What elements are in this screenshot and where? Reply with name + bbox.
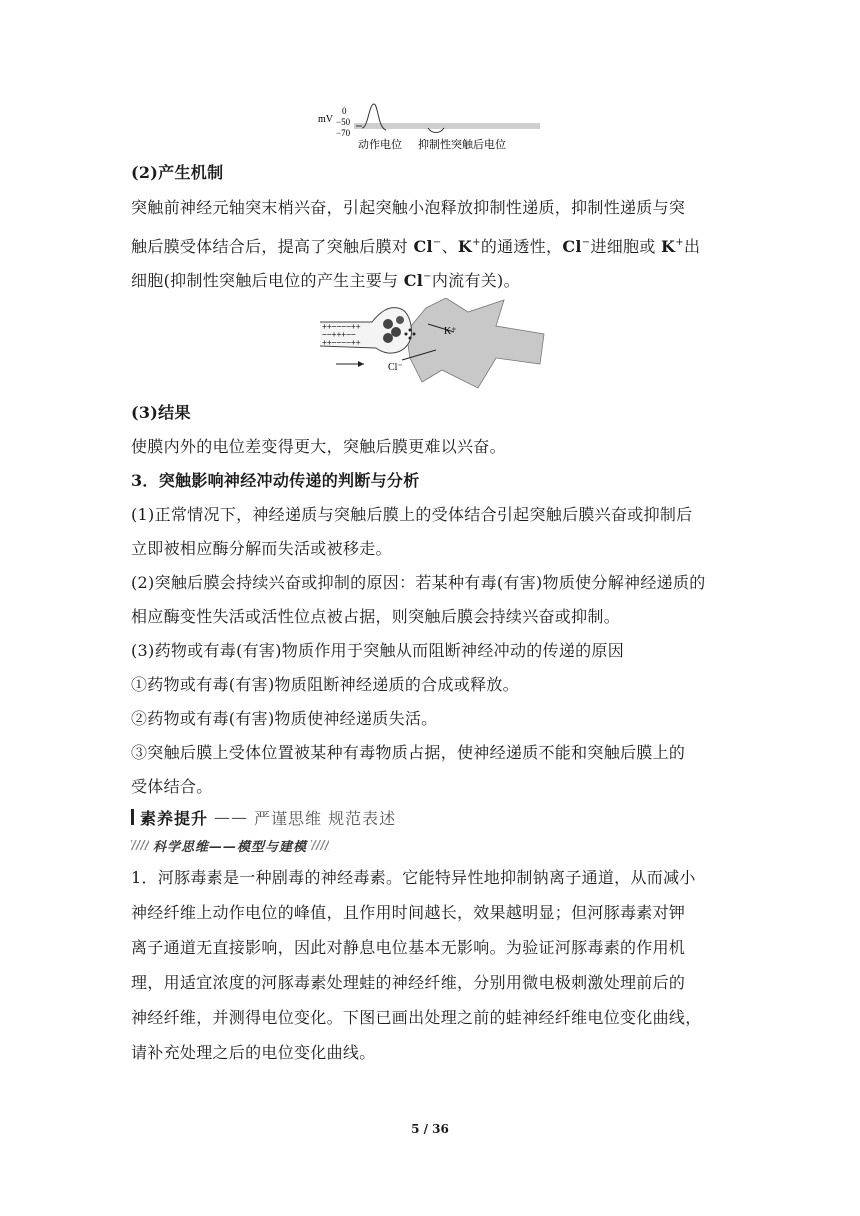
postsynaptic-neuron — [406, 298, 544, 388]
point-1-line-2: 立即被相应酶分解而失活或被移走。 — [131, 539, 392, 558]
question-line-2: 神经纤维上动作电位的峰值，且作用时间越长，效果越明显；但河豚毒素对钾 — [131, 903, 686, 922]
banner-subtitle: 严谨思维 规范表述 — [254, 808, 397, 828]
science-thinking-banner — [131, 836, 329, 854]
question-line-3: 离子通道无直接影响，因此对静息电位基本无影响。为验证河豚毒素的作用机 — [131, 938, 686, 957]
direction-arrow-icon — [358, 361, 364, 367]
hatch-decoration-left — [131, 840, 149, 850]
point-2-line-2: 相应酶变性失活或活性位点被占据，则突触后膜会持续兴奋或抑制。 — [131, 607, 621, 626]
point-3-item-2: ②药物或有毒(有害)物质使神经递质失活。 — [131, 709, 438, 728]
point-1-line-1: (1)正常情况下，神经递质与突触后膜上的受体结合引起突触后膜兴奋或抑制后 — [131, 505, 693, 524]
question-line-5: 神经纤维，并测得电位变化。下图已画出处理之前的蛙神经纤维电位变化曲线， — [131, 1008, 702, 1027]
question-line-4: 理，用适宜浓度的河豚毒素处理蛙的神经纤维，分别用微电极刺激处理前后的 — [131, 973, 686, 992]
mechanism-line-3: 细胞(抑制性突触后电位的产生主要与 Cl−内流有关)。 — [131, 271, 520, 290]
k-ion-label: K⁺ — [444, 326, 457, 337]
svg-text:−−+++−−: −−+++−− — [322, 330, 356, 339]
point-3-item-1: ①药物或有毒(有害)物质阻断神经递质的合成或释放。 — [131, 675, 519, 694]
point-3-item-3-line-2: 受体结合。 — [131, 777, 213, 796]
section-3-heading: 3．突触影响神经冲动传递的判断与分析 — [131, 471, 420, 490]
ipsp-label: 抑制性突触后电位 — [418, 138, 506, 151]
mechanism-heading: (2)产生机制 — [131, 163, 224, 182]
result-heading: (3)结果 — [131, 403, 191, 422]
literacy-banner — [131, 806, 396, 828]
sub-banner-title: 科学思维——模型与建模 — [153, 839, 308, 855]
tick-minus50: −50 — [336, 117, 351, 127]
action-potential-label: 动作电位 — [358, 138, 402, 151]
question-line-6: 请补充处理之后的电位变化曲线。 — [131, 1043, 376, 1062]
mechanism-line-2: 触后膜受体结合后，提高了突触后膜对 Cl−、K+的通透性，Cl−进细胞或 K+出 — [131, 237, 701, 256]
tick-minus70: −70 — [336, 128, 351, 138]
question-line-1: 1．河豚毒素是一种剧毒的神经毒素。它能特异性地抑制钠离子通道，从而减小 — [131, 868, 696, 887]
mv-unit-label: mV — [318, 114, 333, 125]
mechanism-line-1: 突触前神经元轴突末梢兴奋，引起突触小泡释放抑制性递质，抑制性递质与突 — [131, 198, 686, 217]
banner-title: 素养提升 — [140, 808, 209, 828]
synapse-figure — [318, 298, 546, 390]
svg-text:++−−−−++: ++−−−−++ — [322, 338, 361, 347]
point-3-line-1: (3)药物或有毒(有害)物质作用于突触从而阻断神经冲动的传递的原因 — [131, 641, 625, 660]
cl-ion-label: Cl⁻ — [388, 362, 403, 373]
svg-text:++−−−−++: ++−−−−++ — [322, 322, 361, 331]
point-2-line-1: (2)突触后膜会持续兴奋或抑制的原因：若某种有毒(有害)物质使分解神经递质的 — [131, 573, 706, 592]
tick-0: 0 — [342, 106, 347, 116]
banner-dash: —— — [214, 807, 249, 827]
potential-figure — [312, 100, 552, 156]
hatch-decoration-right — [311, 840, 329, 850]
point-3-item-3-line-1: ③突触后膜上受体位置被某种有毒物质占据，使神经递质不能和突触后膜上的 — [131, 743, 686, 762]
page-number: 5 / 36 — [411, 1122, 449, 1136]
result-line: 使膜内外的电位差变得更大，突触后膜更难以兴奋。 — [131, 437, 506, 456]
